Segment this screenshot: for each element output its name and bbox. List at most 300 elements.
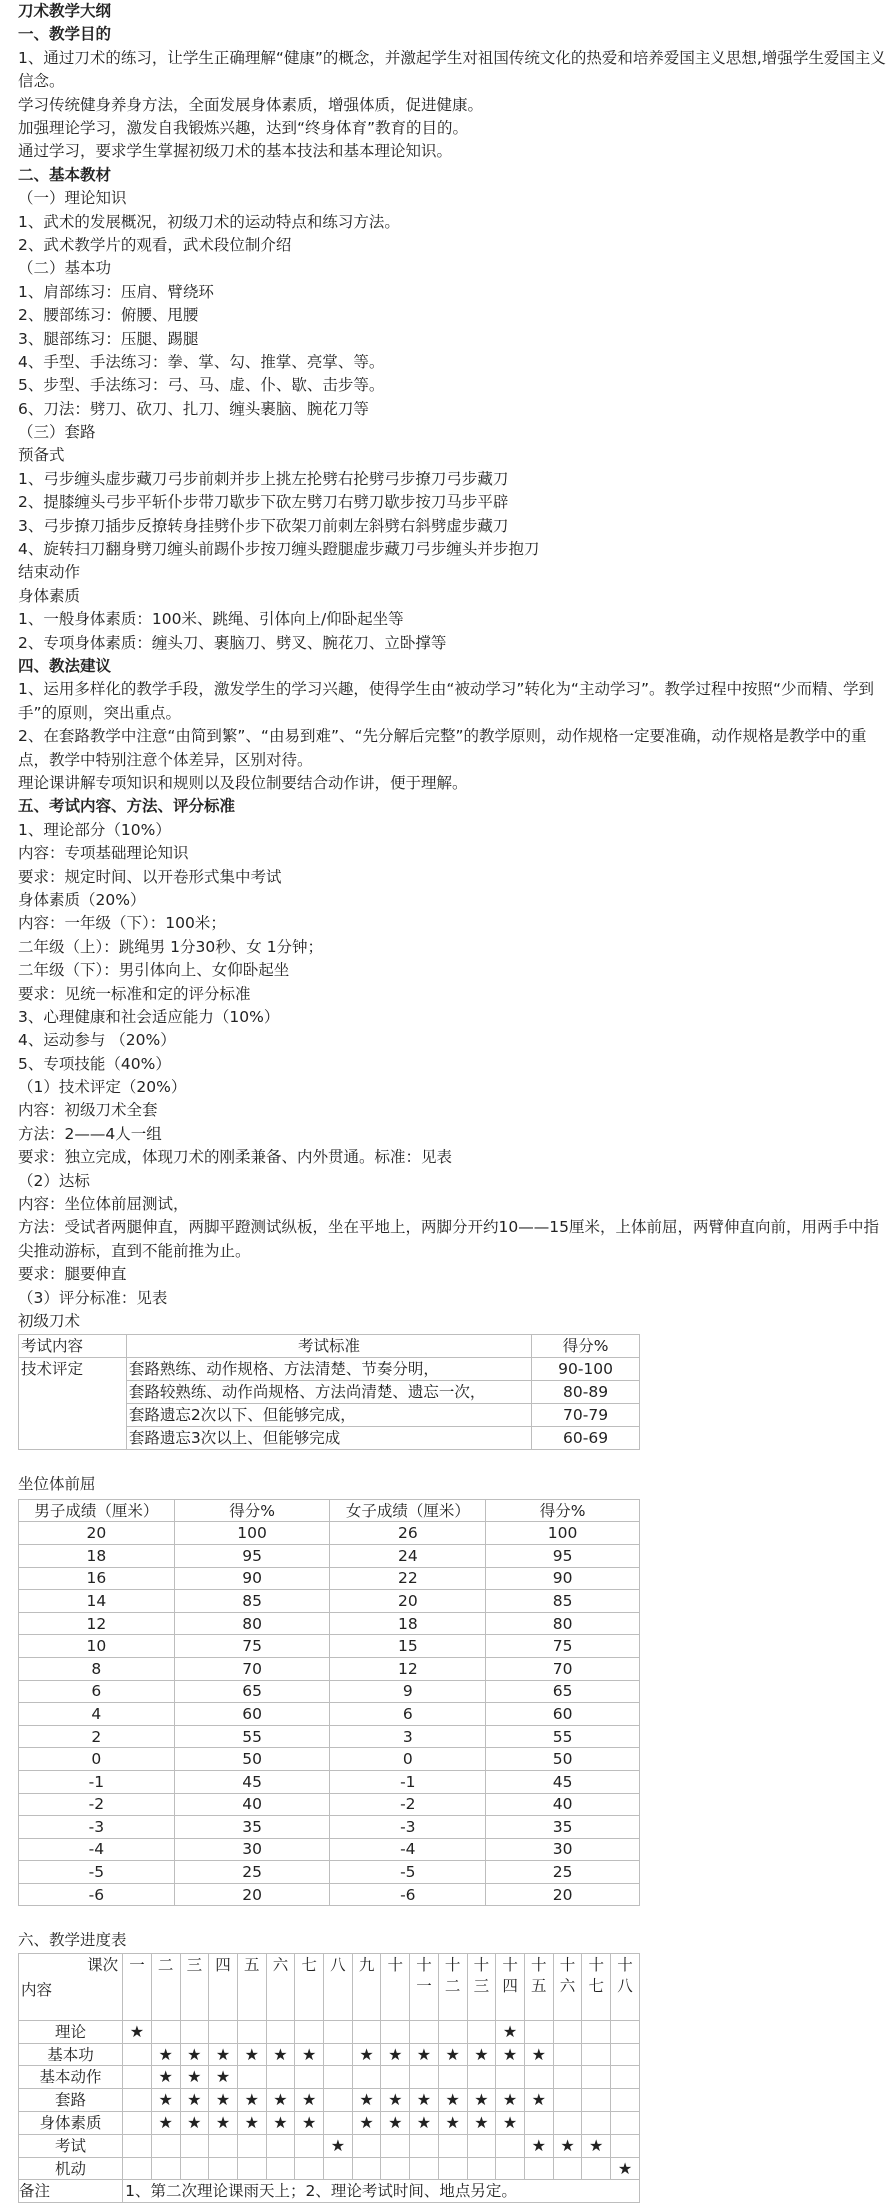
sit-female-value: 15: [330, 1635, 486, 1658]
text-line: 3、心理健康和社会适应能力（10%）: [18, 1007, 280, 1026]
sit-female-value: 0: [330, 1748, 486, 1771]
schedule-empty-cell: [553, 2157, 582, 2180]
schedule-empty-cell: [438, 2157, 467, 2180]
schedule-star-mark: ★: [151, 2066, 180, 2089]
text-line: 要求：腿要伸直: [18, 1265, 127, 1284]
schedule-star-mark: ★: [151, 2043, 180, 2066]
section-heading: 二、基本教材: [18, 165, 112, 184]
schedule-session-header: [295, 1953, 324, 2020]
schedule-empty-cell: [582, 2066, 611, 2089]
text-line: 二年级（上）：跳绳男 1分30秒、女 1分钟；: [18, 937, 324, 956]
schedule-empty-cell: [180, 2134, 209, 2157]
schedule-session-header: [352, 1953, 381, 2020]
schedule-empty-cell: [266, 2134, 295, 2157]
sit-male-score: 95: [174, 1544, 330, 1567]
sit-female-value: -3: [330, 1816, 486, 1839]
sit-female-value: 12: [330, 1657, 486, 1680]
schedule-row-label: 理论: [19, 2020, 123, 2043]
sit-female-value: -2: [330, 1793, 486, 1816]
table-row: [19, 2020, 640, 2043]
schedule-star-mark: ★: [180, 2043, 209, 2066]
schedule-star-mark: ★: [496, 2020, 525, 2043]
schedule-empty-cell: [467, 2020, 496, 2043]
schedule-empty-cell: [611, 2112, 640, 2135]
sit-female-value: 9: [330, 1680, 486, 1703]
sit-female-score: 60: [486, 1703, 640, 1726]
table-row: [19, 1725, 640, 1748]
schedule-empty-cell: [295, 2020, 324, 2043]
schedule-empty-cell: [611, 2134, 640, 2157]
schedule-star-mark: ★: [209, 2112, 238, 2135]
schedule-session-header: [496, 1953, 525, 2020]
schedule-session-char: 二: [157, 1955, 174, 1974]
schedule-star-mark: ★: [237, 2089, 266, 2112]
schedule-empty-cell: [180, 2020, 209, 2043]
text-line: 要求：独立完成，体现刀术的刚柔兼备、内外贯通。标准：见表: [18, 1148, 453, 1167]
grade-standard: 套路遗忘2次以下、但能够完成，: [126, 1404, 531, 1427]
text-line: （三）套路: [18, 423, 96, 442]
text-line: 内容：专项基础理论知识: [18, 844, 189, 863]
text-line: 1、弓步缠头虚步藏刀弓步前刺并步上挑左抡劈右抡劈弓步撩刀弓步藏刀: [18, 469, 509, 488]
schedule-empty-cell: [180, 2157, 209, 2180]
table-row: [19, 1861, 640, 1884]
schedule-session-header: [209, 1953, 238, 2020]
schedule-star-mark: ★: [237, 2043, 266, 2066]
schedule-star-mark: ★: [180, 2089, 209, 2112]
schedule-empty-cell: [438, 2020, 467, 2043]
table-row: [19, 1816, 640, 1839]
schedule-session-header: [553, 1953, 582, 2020]
text-line: 内容：初级刀术全套: [18, 1101, 158, 1120]
sit-male-score: 55: [174, 1725, 330, 1748]
table-row: [19, 1657, 640, 1680]
schedule-corner-bottom: 内容: [21, 1980, 53, 1999]
sit-male-value: 10: [19, 1635, 175, 1658]
schedule-empty-cell: [582, 2043, 611, 2066]
schedule-empty-cell: [410, 2066, 439, 2089]
schedule-star-mark: ★: [381, 2112, 410, 2135]
sit-male-score: 50: [174, 1748, 330, 1771]
text-line: 身体素质（20%）: [18, 890, 146, 909]
schedule-empty-cell: [582, 2157, 611, 2180]
schedule-empty-cell: [553, 2043, 582, 2066]
schedule-session-header: [266, 1953, 295, 2020]
schedule-star-mark: ★: [496, 2043, 525, 2066]
schedule-empty-cell: [151, 2020, 180, 2043]
sit-female-score: 100: [486, 1522, 640, 1545]
schedule-empty-cell: [237, 2134, 266, 2157]
table-row: [19, 1544, 640, 1567]
schedule-empty-cell: [151, 2134, 180, 2157]
schedule-session-char: 八: [617, 1976, 633, 1995]
grade-header-standard: 考试标准: [126, 1335, 531, 1358]
grade-standard: 套路遗忘3次以上、但能够完成: [126, 1427, 531, 1450]
schedule-row-label: 基本功: [19, 2043, 123, 2066]
schedule-note-label: 备注: [19, 2180, 123, 2203]
text-line: （二）基本功: [18, 259, 112, 278]
sit-header-male: 男子成绩（厘米）: [19, 1499, 175, 1522]
sit-male-value: 12: [19, 1612, 175, 1635]
schedule-empty-cell: [209, 2134, 238, 2157]
schedule-empty-cell: [524, 2157, 553, 2180]
schedule-star-mark: ★: [438, 2089, 467, 2112]
schedule-empty-cell: [381, 2066, 410, 2089]
sit-male-score: 70: [174, 1657, 330, 1680]
schedule-star-mark: ★: [438, 2043, 467, 2066]
sit-male-score: 40: [174, 1793, 330, 1816]
text-line: 1、通过刀术的练习，让学生正确理解“健康”的概念，并激起学生对祖国传统文化的热爱和培养爱国主义思想,增强学生爱国主义信念。: [18, 48, 886, 91]
schedule-empty-cell: [496, 2157, 525, 2180]
schedule-star-mark: ★: [180, 2066, 209, 2089]
schedule-star-mark: ★: [496, 2112, 525, 2135]
schedule-empty-cell: [553, 2112, 582, 2135]
schedule-empty-cell: [266, 2157, 295, 2180]
schedule-empty-cell: [123, 2089, 152, 2112]
text-line: 方法：2——4人一组: [18, 1124, 162, 1143]
sit-male-value: 4: [19, 1703, 175, 1726]
sit-female-score: 55: [486, 1725, 640, 1748]
text-line: 方法：受试者两腿伸直，两脚平蹬测试纵板，坐在平地上，两脚分开约10——15厘米，上体前屈，两臂伸直向前，用两手中指尖推动游标，直到不能前推为止。: [18, 1218, 879, 1260]
schedule-empty-cell: [524, 2112, 553, 2135]
table-row: [19, 1770, 640, 1793]
sit-female-value: 26: [330, 1522, 486, 1545]
schedule-empty-cell: [295, 2157, 324, 2180]
grade-score: 60-69: [532, 1427, 640, 1450]
schedule-empty-cell: [237, 2066, 266, 2089]
schedule-empty-cell: [524, 2020, 553, 2043]
schedule-session-char: 五: [244, 1955, 260, 1974]
schedule-session-char: 一: [416, 1976, 432, 1995]
text-line: 2、武术教学片的观看，武术段位制介绍: [18, 235, 292, 254]
section-heading: 五、考试内容、方法、评分标准: [18, 797, 236, 816]
schedule-session-char: 十: [444, 1955, 461, 1974]
sit-female-score: 20: [486, 1883, 640, 1906]
sit-female-score: 95: [486, 1544, 640, 1567]
sit-male-score: 30: [174, 1838, 330, 1861]
schedule-star-mark: ★: [266, 2112, 295, 2135]
table-row: [19, 2066, 640, 2089]
schedule-star-mark: ★: [381, 2043, 410, 2066]
schedule-session-char: 十: [531, 1955, 547, 1974]
schedule-row-label: 机动: [19, 2157, 123, 2180]
text-line: （1）技术评定（20%）: [18, 1078, 187, 1097]
schedule-session-char: 十: [617, 1955, 633, 1974]
schedule-empty-cell: [582, 2089, 611, 2112]
sit-female-value: -6: [330, 1883, 486, 1906]
table-row: [19, 1612, 640, 1635]
schedule-empty-cell: [611, 2020, 640, 2043]
schedule-empty-cell: [582, 2112, 611, 2135]
text-line: 二年级（下）：男引体向上、女仰卧起坐: [18, 961, 290, 980]
schedule-empty-cell: [553, 2020, 582, 2043]
schedule-empty-cell: [438, 2066, 467, 2089]
schedule-star-mark: ★: [467, 2112, 496, 2135]
sit-male-value: -4: [19, 1838, 175, 1861]
schedule-session-char: 一: [129, 1955, 145, 1974]
text-line: 5、步型、手法练习：弓、马、虚、仆、歇、击步等。: [18, 376, 385, 395]
grade-header-score: 得分%: [532, 1335, 640, 1358]
table-row: [19, 1635, 640, 1658]
sit-male-value: -3: [19, 1816, 175, 1839]
text-line: 1、武术的发展概况，初级刀术的运动特点和练习方法。: [18, 212, 400, 231]
sit-male-value: -1: [19, 1770, 175, 1793]
document-title: 刀术教学大纲: [18, 2, 112, 20]
table-row: [19, 1793, 640, 1816]
document-body: [18, 23, 892, 1333]
schedule-empty-cell: [611, 2089, 640, 2112]
grade-score: 90-100: [532, 1358, 640, 1381]
schedule-empty-cell: [266, 2020, 295, 2043]
schedule-empty-cell: [524, 2066, 553, 2089]
sit-female-value: -5: [330, 1861, 486, 1884]
grade-standard: 套路较熟练、动作尚规格、方法尚清楚、遗忘一次，: [126, 1381, 531, 1404]
table-row: [19, 2134, 640, 2157]
schedule-star-mark: ★: [352, 2112, 381, 2135]
sit-male-value: -2: [19, 1793, 175, 1816]
schedule-empty-cell: [237, 2157, 266, 2180]
schedule-empty-cell: [496, 2134, 525, 2157]
sit-female-value: 22: [330, 1567, 486, 1590]
table-row: [19, 2157, 640, 2180]
schedule-empty-cell: [123, 2157, 152, 2180]
schedule-session-char: 四: [215, 1955, 231, 1974]
schedule-star-mark: ★: [295, 2043, 324, 2066]
schedule-row-label: 考试: [19, 2134, 123, 2157]
schedule-empty-cell: [467, 2157, 496, 2180]
schedule-empty-cell: [295, 2134, 324, 2157]
schedule-star-mark: ★: [324, 2134, 353, 2157]
table-row: [19, 1567, 640, 1590]
schedule-note-row: [19, 2180, 640, 2203]
sit-female-value: 18: [330, 1612, 486, 1635]
sit-male-score: 80: [174, 1612, 330, 1635]
schedule-session-char: 五: [531, 1976, 547, 1995]
schedule-star-mark: ★: [295, 2112, 324, 2135]
schedule-session-char: 十: [559, 1955, 576, 1974]
sit-male-value: -5: [19, 1861, 175, 1884]
schedule-session-header: [237, 1953, 266, 2020]
sit-male-score: 75: [174, 1635, 330, 1658]
sit-reach-table: [18, 1499, 640, 1907]
schedule-empty-cell: [295, 2066, 324, 2089]
schedule-empty-cell: [324, 2112, 353, 2135]
sit-male-value: 20: [19, 1522, 175, 1545]
sit-header-male-score: 得分%: [174, 1499, 330, 1522]
table-row: [19, 1883, 640, 1906]
sit-female-score: 35: [486, 1816, 640, 1839]
schedule-star-mark: ★: [553, 2134, 582, 2157]
sit-header-female: 女子成绩（厘米）: [330, 1499, 486, 1522]
schedule-session-char: 六: [272, 1955, 289, 1974]
schedule-star-mark: ★: [151, 2112, 180, 2135]
schedule-empty-cell: [324, 2157, 353, 2180]
text-line: 4、运动参与 （20%）: [18, 1031, 176, 1050]
text-line: 4、手型、手法练习：拳、掌、勾、推掌、亮掌、等。: [18, 352, 385, 371]
schedule-session-char: 二: [444, 1976, 461, 1995]
text-line: 初级刀术: [18, 1312, 81, 1330]
schedule-session-header: [151, 1953, 180, 2020]
sit-female-score: 30: [486, 1838, 640, 1861]
sit-male-score: 100: [174, 1522, 330, 1545]
schedule-empty-cell: [553, 2089, 582, 2112]
table-row: [19, 1680, 640, 1703]
schedule-empty-cell: [381, 2134, 410, 2157]
text-line: 内容：坐位体前屈测试，: [18, 1195, 189, 1214]
schedule-empty-cell: [553, 2066, 582, 2089]
schedule-empty-cell: [467, 2134, 496, 2157]
text-line: 理论课讲解专项知识和规则以及段位制要结合动作讲，便于理解。: [18, 773, 468, 792]
schedule-empty-cell: [582, 2020, 611, 2043]
sit-male-value: -6: [19, 1883, 175, 1906]
schedule-empty-cell: [324, 2089, 353, 2112]
schedule-empty-cell: [496, 2066, 525, 2089]
sit-female-score: 50: [486, 1748, 640, 1771]
sit-male-value: 6: [19, 1680, 175, 1703]
table-row: [19, 1748, 640, 1771]
schedule-session-char: 七: [588, 1976, 604, 1995]
grade-score: 80-89: [532, 1381, 640, 1404]
schedule-table: [18, 1953, 640, 2203]
schedule-star-mark: ★: [209, 2066, 238, 2089]
text-line: （2）达标: [18, 1171, 90, 1190]
schedule-empty-cell: [352, 2066, 381, 2089]
schedule-session-header: [180, 1953, 209, 2020]
schedule-session-header: [123, 1953, 152, 2020]
sit-male-score: 85: [174, 1590, 330, 1613]
schedule-star-mark: ★: [209, 2089, 238, 2112]
text-line: 1、运用多样化的教学手段，激发学生的学习兴趣，使得学生由“被动学习”转化为“主动学习”。教学过程中按照“少而精、学到手”的原则，突出重点。: [18, 680, 875, 722]
schedule-star-mark: ★: [467, 2043, 496, 2066]
schedule-star-mark: ★: [180, 2112, 209, 2135]
schedule-empty-cell: [352, 2134, 381, 2157]
sit-female-score: 80: [486, 1612, 640, 1635]
sit-male-score: 45: [174, 1770, 330, 1793]
sit-male-value: 2: [19, 1725, 175, 1748]
schedule-star-mark: ★: [524, 2134, 553, 2157]
schedule-session-header: [438, 1953, 467, 2020]
grade-header-content: 考试内容: [19, 1335, 127, 1358]
schedule-empty-cell: [438, 2134, 467, 2157]
schedule-session-char: 三: [186, 1955, 203, 1974]
schedule-note-text: 1、第二次理论课雨天上；2、理论考试时间、地点另定。: [123, 2180, 640, 2203]
schedule-row-label: 套路: [19, 2089, 123, 2112]
schedule-empty-cell: [209, 2157, 238, 2180]
schedule-empty-cell: [123, 2066, 152, 2089]
text-line: 1、肩部练习：压肩、臂绕环: [18, 282, 214, 301]
schedule-session-header: [524, 1953, 553, 2020]
text-line: （3）评分标准：见表: [18, 1288, 168, 1307]
sit-female-value: 3: [330, 1725, 486, 1748]
text-line: 加强理论学习，激发自我锻炼兴趣，达到“终身体育”教育的目的。: [18, 118, 469, 137]
schedule-star-mark: ★: [123, 2020, 152, 2043]
schedule-star-mark: ★: [410, 2043, 439, 2066]
schedule-row-label: 身体素质: [19, 2112, 123, 2135]
schedule-star-mark: ★: [266, 2089, 295, 2112]
table-row: [19, 1358, 640, 1381]
schedule-star-mark: ★: [410, 2089, 439, 2112]
grade-standard: 套路熟练、动作规格、方法清楚、节奏分明，: [126, 1358, 531, 1381]
schedule-empty-cell: [611, 2066, 640, 2089]
schedule-session-header: [611, 1953, 640, 2020]
sit-male-value: 18: [19, 1544, 175, 1567]
sit-female-score: 65: [486, 1680, 640, 1703]
schedule-star-mark: ★: [611, 2157, 640, 2180]
sit-female-score: 25: [486, 1861, 640, 1884]
text-line: 2、腰部练习：俯腰、甩腰: [18, 306, 199, 325]
sit-male-score: 65: [174, 1680, 330, 1703]
text-line: （一）理论知识: [18, 189, 127, 208]
sit-header-female-score: 得分%: [486, 1499, 640, 1522]
schedule-session-char: 十: [416, 1955, 432, 1974]
schedule-empty-cell: [324, 2066, 353, 2089]
schedule-session-char: 十: [387, 1955, 404, 1974]
text-line: 6、刀法：劈刀、砍刀、扎刀、缠头裹脑、腕花刀等: [18, 399, 369, 418]
sit-female-score: 70: [486, 1657, 640, 1680]
sit-female-value: -1: [330, 1770, 486, 1793]
schedule-session-char: 十: [502, 1955, 518, 1974]
table-row: [19, 1590, 640, 1613]
schedule-star-mark: ★: [496, 2089, 525, 2112]
text-line: 结束动作: [18, 563, 81, 582]
schedule-session-char: 九: [358, 1955, 375, 1974]
sit-female-score: 90: [486, 1567, 640, 1590]
schedule-session-header: [582, 1953, 611, 2020]
schedule-empty-cell: [123, 2134, 152, 2157]
grade-standard-table: [18, 1334, 640, 1450]
section-heading: 一、教学目的: [18, 25, 112, 44]
schedule-empty-cell: [151, 2157, 180, 2180]
text-line: 1、一般身体素质：100米、跳绳、引体向上/仰卧起坐等: [18, 610, 404, 629]
schedule-session-header: [467, 1953, 496, 2020]
text-line: 3、腿部练习：压腿、踢腿: [18, 329, 199, 348]
text-line: 5、专项技能（40%）: [18, 1054, 171, 1073]
schedule-star-mark: ★: [524, 2043, 553, 2066]
schedule-star-mark: ★: [352, 2043, 381, 2066]
grade-score: 70-79: [532, 1404, 640, 1427]
schedule-star-mark: ★: [237, 2112, 266, 2135]
schedule-title: 六、教学进度表: [18, 1931, 127, 1950]
schedule-empty-cell: [352, 2020, 381, 2043]
schedule-star-mark: ★: [151, 2089, 180, 2112]
schedule-empty-cell: [611, 2043, 640, 2066]
text-line: 2、在套路教学中注意“由简到繁”、“由易到难”、“先分解后完整”的教学原则，动作规格一定要准确，动作规格是教学中的重点，教学中特别注意个体差异，区别对待。: [18, 727, 867, 769]
sit-female-score: 45: [486, 1770, 640, 1793]
table-row: [19, 2112, 640, 2135]
sit-female-score: 85: [486, 1590, 640, 1613]
sit-male-score: 60: [174, 1703, 330, 1726]
schedule-session-header: [324, 1953, 353, 2020]
sit-female-value: 6: [330, 1703, 486, 1726]
schedule-empty-cell: [237, 2020, 266, 2043]
schedule-star-mark: ★: [381, 2089, 410, 2112]
sit-male-value: 0: [19, 1748, 175, 1771]
table-row: [19, 1703, 640, 1726]
table-row: [19, 2043, 640, 2066]
schedule-empty-cell: [410, 2134, 439, 2157]
text-line: 1、理论部分（10%）: [18, 820, 171, 839]
schedule-session-char: 十: [473, 1955, 490, 1974]
schedule-session-char: 八: [330, 1955, 346, 1974]
sit-male-score: 90: [174, 1567, 330, 1590]
sit-male-score: 20: [174, 1883, 330, 1906]
sit-reach-title: 坐位体前屈: [18, 1475, 96, 1494]
sit-female-value: -4: [330, 1838, 486, 1861]
sit-female-score: 40: [486, 1793, 640, 1816]
schedule-row-label: 基本动作: [19, 2066, 123, 2089]
text-line: 要求：规定时间、以开卷形式集中考试: [18, 867, 282, 886]
schedule-session-char: 四: [502, 1976, 518, 1995]
schedule-corner-cell: [19, 1953, 123, 2020]
